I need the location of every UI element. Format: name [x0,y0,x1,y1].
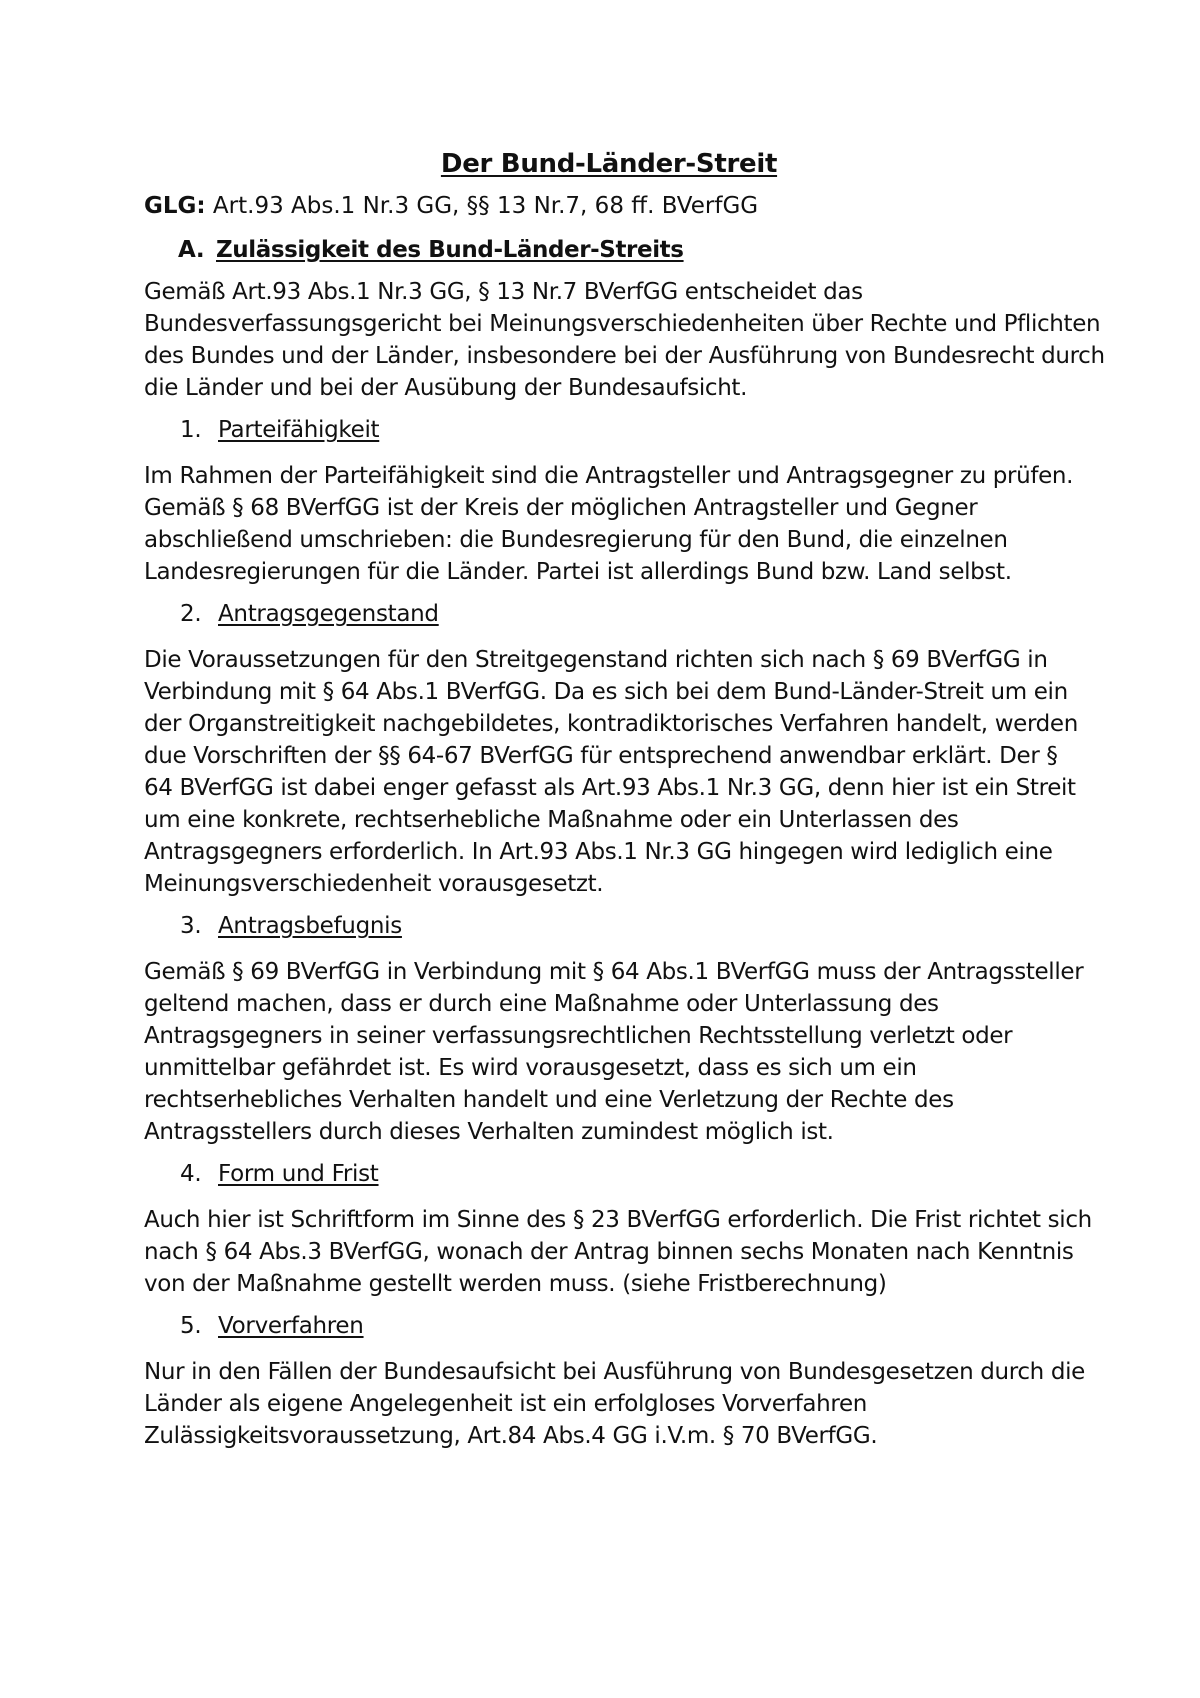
glg-text: Art.93 Abs.1 Nr.3 GG, §§ 13 Nr.7, 68 ff. BVerfGG [205,193,759,219]
subsection-heading-3 [180,910,1074,942]
paragraph-line: unmittelbar gefährdet ist. Es wird vorausgesetzt, dass es sich um ein [144,1055,917,1081]
section-a-title: Zulässigkeit des Bund-Länder-Streits [216,237,684,263]
subsection-heading-4 [180,1158,1074,1190]
paragraph-line: due Vorschriften der §§ 64-67 BVerfGG für entsprechend anwendbar erklärt. Der § [144,743,1058,769]
paragraph-line: geltend machen, dass er durch eine Maßnahme oder Unterlassung des [144,991,939,1017]
paragraph-line: Antragsgegners in seiner verfassungsrechtlichen Rechtsstellung verletzt oder [144,1023,1013,1049]
paragraph-line: Bundesverfassungsgericht bei Meinungsverschiedenheiten über Rechte und Pflichten [144,311,1101,337]
paragraph-line: Landesregierungen für die Länder. Partei ist allerdings Bund bzw. Land selbst. [144,559,1012,585]
paragraph-line: die Länder und bei der Ausübung der Bundesaufsicht. [144,375,748,401]
section-a-letter: A. [178,237,205,263]
paragraph-line: nach § 64 Abs.3 BVerfGG, wonach der Antrag binnen sechs Monaten nach Kenntnis [144,1239,1074,1265]
paragraph-line: Verbindung mit § 64 Abs.1 BVerfGG. Da es sich bei dem Bund-Länder-Streit um ein [144,679,1068,705]
paragraph-line: Im Rahmen der Parteifähigkeit sind die Antragsteller und Antragsgegner zu prüfen. [144,463,1074,489]
subsection-number: 4. [180,1161,202,1187]
paragraph-line: des Bundes und der Länder, insbesondere bei der Ausführung von Bundesrecht durch [144,343,1105,369]
subsection-number: 1. [180,417,202,443]
paragraph-line: Auch hier ist Schriftform im Sinne des § 23 BVerfGG erforderlich. Die Frist richtet sich [144,1207,1092,1233]
subsection-heading-2 [180,598,1074,630]
subsection-title: Form und Frist [218,1161,379,1187]
subsection-paragraph-3 [144,956,1084,1148]
paragraph-line: Gemäß Art.93 Abs.1 Nr.3 GG, § 13 Nr.7 BVerfGG entscheidet das [144,279,863,305]
document-page [144,140,1105,1462]
subsection-title: Antragsgegenstand [218,601,439,627]
paragraph-line: Antragsgegners erforderlich. In Art.93 Abs.1 Nr.3 GG hingegen wird lediglich eine [144,839,1053,865]
subsection-title: Vorverfahren [218,1313,364,1339]
paragraph-line: Gemäß § 69 BVerfGG in Verbindung mit § 64 Abs.1 BVerfGG muss der Antragssteller [144,959,1084,985]
intro-paragraph [144,276,1105,404]
paragraph-line: rechtserhebliches Verhalten handelt und eine Verletzung der Rechte des [144,1087,954,1113]
subsection-heading-1 [180,414,1074,446]
paragraph-line: 64 BVerfGG ist dabei enger gefasst als Art.93 Abs.1 Nr.3 GG, denn hier ist ein Streit [144,775,1076,801]
paragraph-line: Nur in den Fällen der Bundesaufsicht bei Ausführung von Bundesgesetzen durch die [144,1359,1085,1385]
paragraph-line: von der Maßnahme gestellt werden muss. (siehe Fristberechnung) [144,1271,887,1297]
paragraph-line: Die Voraussetzungen für den Streitgegenstand richten sich nach § 69 BVerfGG in [144,647,1048,673]
section-a-heading [178,234,1074,266]
subsection-paragraph-1 [144,460,1074,588]
paragraph-line: um eine konkrete, rechtserhebliche Maßnahme oder ein Unterlassen des [144,807,959,833]
paragraph-line: der Organstreitigkeit nachgebildetes, kontradiktorisches Verfahren handelt, werden [144,711,1078,737]
paragraph-line: Meinungsverschiedenheit vorausgesetzt. [144,871,604,897]
subsection-number: 3. [180,913,202,939]
paragraph-line: Antragsstellers durch dieses Verhalten zumindest möglich ist. [144,1119,834,1145]
subsection-number: 5. [180,1313,202,1339]
subsection-heading-5 [180,1310,1074,1342]
paragraph-line: abschließend umschrieben: die Bundesregierung für den Bund, die einzelnen [144,527,1008,553]
subsection-number: 2. [180,601,202,627]
document-title: Der Bund-Länder-Streit [440,149,778,179]
subsection-title: Parteifähigkeit [218,417,380,443]
paragraph-line: Länder als eigene Angelegenheit ist ein erfolgloses Vorverfahren [144,1391,868,1417]
subsection-title: Antragsbefugnis [218,913,402,939]
subsection-paragraph-4 [144,1204,1092,1300]
subsection-paragraph-5 [144,1356,1085,1452]
glg-label: GLG: [144,193,206,219]
subsection-paragraph-2 [144,644,1078,900]
paragraph-line: Zulässigkeitsvoraussetzung, Art.84 Abs.4 GG i.V.m. § 70 BVerfGG. [144,1423,878,1449]
paragraph-line: Gemäß § 68 BVerfGG ist der Kreis der möglichen Antragsteller und Gegner [144,495,978,521]
glg-line [144,190,1074,222]
